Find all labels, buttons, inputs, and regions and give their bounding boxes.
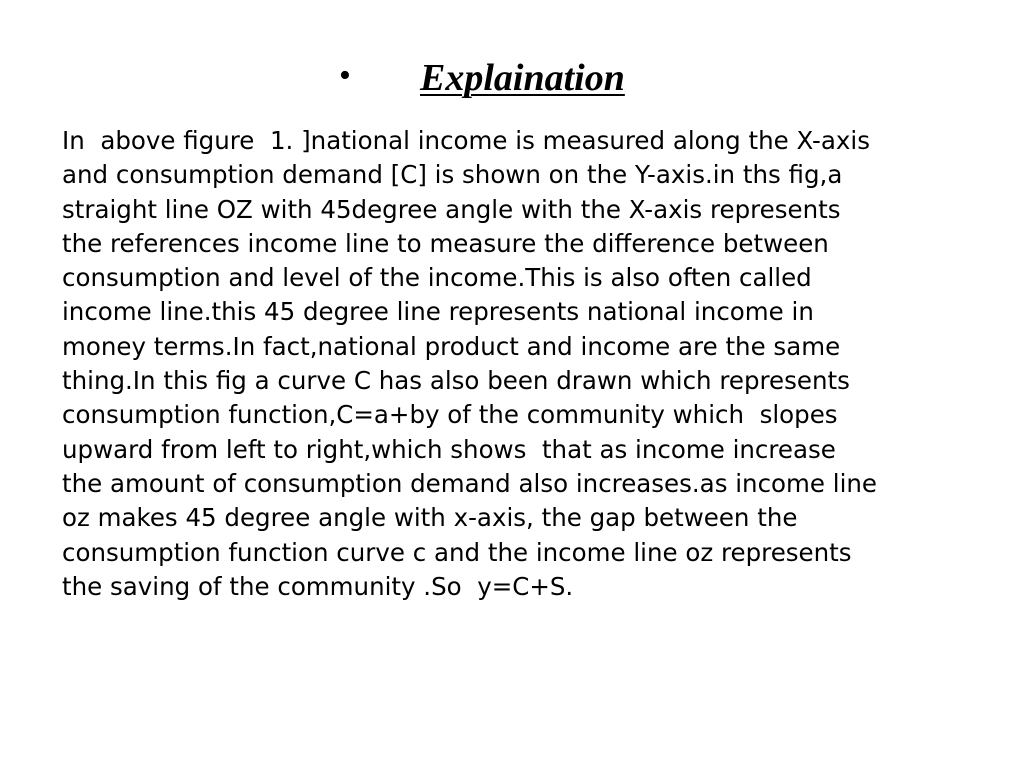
slide-title-row <box>0 52 1024 108</box>
body-line: thing.In this fig a curve C has also been drawn which represents <box>62 366 850 396</box>
body-line: consumption function,C=a+by of the community which slopes <box>62 400 838 430</box>
slide-title: Explaination <box>420 57 625 99</box>
body-line: upward from left to right,which shows that as income increase <box>62 434 836 464</box>
title-bullet: • <box>339 57 351 94</box>
body-line: In above figure 1. ]national income is measured along the X-axis <box>62 126 870 155</box>
body-line: straight line OZ with 45degree angle with the X-axis represents <box>62 194 841 224</box>
body-line: oz makes 45 degree angle with x-axis, the gap between the <box>62 503 798 533</box>
body-line: the saving of the community .So y=C+S. <box>62 571 574 601</box>
body-line: consumption and level of the income.This is also often called <box>62 263 812 293</box>
body-line: the references income line to measure the difference between <box>62 228 829 258</box>
body-line: income line.this 45 degree line represents national income in <box>62 297 814 327</box>
slide-body-text <box>62 124 992 604</box>
body-line: the amount of consumption demand also increases.as income line <box>62 468 877 498</box>
body-line: consumption function curve c and the income line oz represents <box>62 537 852 567</box>
body-line: and consumption demand [C] is shown on the Y-axis.in ths fig,a <box>62 160 843 190</box>
body-line: money terms.In fact,national product and income are the same <box>62 331 841 361</box>
